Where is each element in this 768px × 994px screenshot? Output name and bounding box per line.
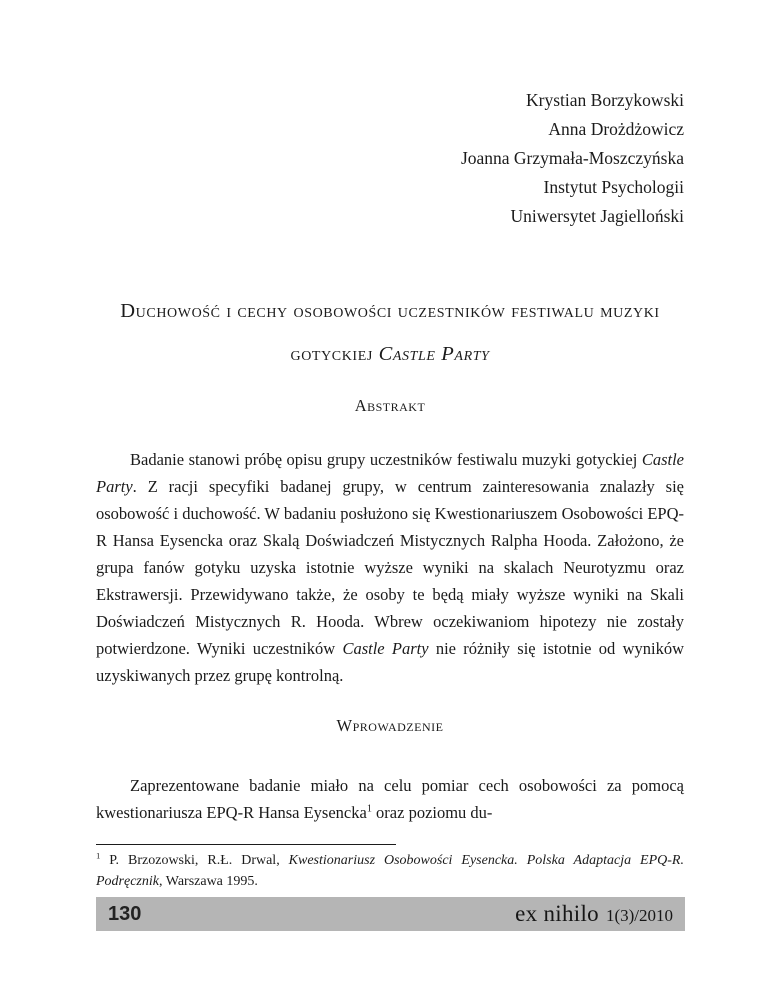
- text-run: Duchowość i cechy osobowości uczestników festiwalu muzyki gotyckiej: [120, 300, 660, 365]
- paper-title: [104, 290, 676, 376]
- text-run: , Warszawa 1995.: [158, 873, 258, 889]
- footnote-rule: [96, 844, 396, 845]
- text-run: . Z racji specyfiki badanej grupy, w centrum zainteresowania znalazły się osobowość i duchowość. W badaniu posłużono się Kwestionariuszem Osobowości EPQ-R Hansa Eysencka oraz Skalą Doświadczeń Mistycznych Ralpha Hooda. Założono, że grupa fanów gotyku uzyska istotnie wyższe wyniki na skalach Neurotyzmu oraz Ekstrawersji. Przewidywano także, że osoby te będą miały wyższe wyniki na Skali Doświadczeń Mistycznych R. Hooda. Wbrew oczekiwaniom hipotezy nie zostały potwierdzone. Wyniki uczestników: [96, 477, 684, 658]
- author-affiliation: Uniwersytet Jagielloński: [510, 206, 684, 226]
- journal-info: [515, 901, 673, 927]
- author-affiliation: Instytut Psychologii: [543, 177, 684, 197]
- page-number: 130: [108, 902, 142, 925]
- superscript-marker: 1: [366, 803, 372, 815]
- italic-text-run: Kwestionariusz Osobowości Eysencka. Polska Adaptacja EPQ-R. Podręcznik: [96, 853, 684, 889]
- author-name: Krystian Borzykowski: [526, 90, 684, 110]
- author-block: [461, 86, 684, 231]
- text-run: Zaprezentowane badanie miało na celu pomiar cech osobowości za pomocą kwestionariusza EPQ-R Hansa Eysencka: [96, 776, 684, 822]
- journal-issue: 1(3)/2010: [605, 906, 673, 925]
- abstract-paragraph: [96, 446, 684, 689]
- italic-text-run: Castle Party: [378, 343, 490, 365]
- author-name: Anna Drożdżowicz: [548, 119, 684, 139]
- introduction-heading: Wprowadzenie: [336, 716, 444, 735]
- abstract-heading: Abstrakt: [354, 396, 426, 415]
- journal-name: ex nihilo: [515, 901, 599, 926]
- text-run: Badanie stanowi próbę opisu grupy uczestników festiwalu muzyki gotyckiej: [130, 450, 642, 469]
- introduction-paragraph: [96, 772, 684, 826]
- footnote-area: [96, 844, 684, 892]
- author-name: Joanna Grzymała-Moszczyńska: [460, 148, 684, 168]
- footnote-text: [96, 851, 684, 892]
- footer-bar: [96, 897, 685, 931]
- text-run: nie różniły się istotnie od wyników uzyskiwanych przez grupę kontrolną.: [96, 639, 684, 685]
- italic-text-run: Castle Party: [96, 450, 684, 496]
- italic-text-run: Castle Party: [342, 639, 429, 658]
- text-run: P. Brzozowski, R.Ł. Drwal,: [100, 853, 289, 868]
- text-run: oraz poziomu du-: [371, 803, 493, 822]
- superscript-marker: 1: [96, 850, 101, 861]
